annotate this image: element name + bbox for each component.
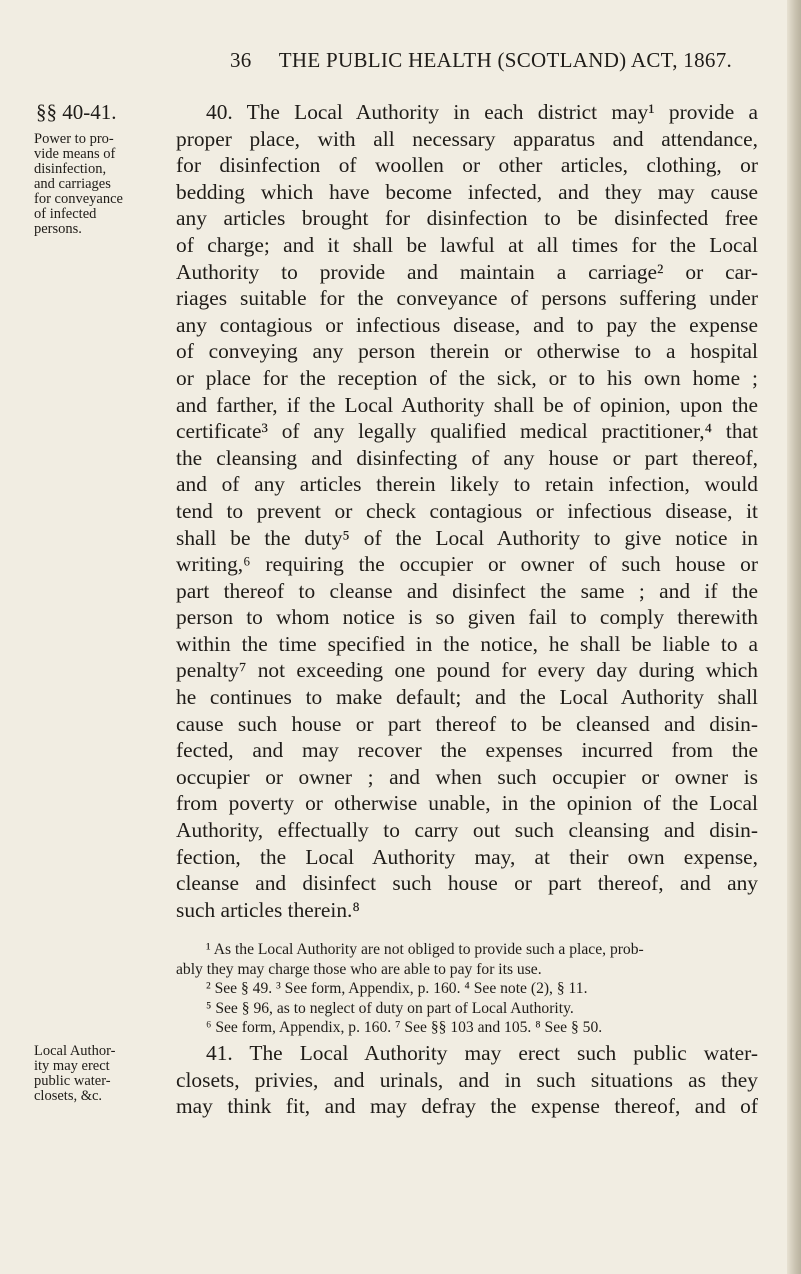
margin-note-line: ity may erect (34, 1058, 110, 1074)
text-line: 41. The Local Authority may erect such public water- (206, 1041, 758, 1065)
text-line: for disinfection of woollen or other articles, clothing, or (176, 153, 758, 178)
text-line: 40. The Local Authority in each district may¹ provide a (206, 100, 758, 124)
text-line: of charge; and it shall be lawful at all times for the Local (176, 232, 758, 257)
margin-note-line: public water- (34, 1073, 111, 1089)
text-line: part thereof to cleanse and disinfect the same ; and if the (176, 578, 758, 603)
text-line: the cleansing and disinfecting of any house or part thereof, (176, 445, 758, 470)
text-line: closets, privies, and urinals, and in such situations as they (176, 1067, 758, 1092)
margin-note-line: closets, &c. (34, 1088, 103, 1104)
text-line: and farther, if the Local Authority shall be of opinion, upon the (176, 392, 758, 417)
margin-note-line: disinfection, (34, 161, 107, 177)
margin-note-line: Power to pro- (34, 131, 114, 147)
text-line: certificate³ of any legally qualified medical practitioner,⁴ that (176, 419, 758, 444)
margin-note-line: for conveyance (34, 191, 123, 207)
margin-note-line: Local Author- (34, 1043, 116, 1059)
text-line: may think fit, and may defray the expense thereof, and of (176, 1094, 758, 1119)
text-line: writing,⁶ requiring the occupier or owner of such house or (176, 552, 758, 577)
text-line: within the time specified in the notice, he shall be liable to a (176, 631, 758, 656)
text-line: penalty⁷ not exceeding one pound for every day during which (176, 658, 758, 683)
margin-note-section-40 (34, 132, 152, 237)
text-line: any articles brought for disinfection to be disinfected free (176, 206, 758, 231)
section-40-text (176, 99, 758, 923)
footnote-line: ⁶ See form, Appendix, p. 160. ⁷ See §§ 103 and 105. ⁸ See § 50. (206, 1019, 603, 1036)
text-line: proper place, with all necessary apparatus and attendance, (176, 126, 758, 151)
text-line: such articles therein.⁸ (176, 897, 360, 922)
text-line: cleanse and disinfect such house or part thereof, and any (176, 871, 758, 896)
text-line: riages suitable for the conveyance of persons suffering under (176, 286, 758, 311)
text-line: and of any articles therein likely to retain infection, would (176, 472, 758, 497)
text-line: or place for the reception of the sick, or to his own home ; (176, 365, 758, 390)
text-line: tend to prevent or check contagious or infectious disease, it (176, 498, 758, 523)
footnotes (176, 940, 758, 1038)
page-edge (787, 0, 801, 1274)
margin-note-line: and carriages (34, 176, 111, 192)
text-line: he continues to make default; and the Local Authority shall (176, 685, 758, 710)
text-line: bedding which have become infected, and they may cause (176, 179, 758, 204)
text-line: from poverty or otherwise unable, in the opinion of the Local (176, 791, 758, 816)
footnote-line: ably they may charge those who are able to pay for its use. (176, 960, 542, 978)
text-line: fected, and may recover the expenses incurred from the (176, 738, 758, 763)
section-reference: §§ 40-41. (36, 100, 117, 124)
text-line: shall be the duty⁵ of the Local Authority to give notice in (176, 525, 758, 550)
running-header (230, 48, 733, 73)
text-line: any contagious or infectious disease, and to pay the expense (176, 312, 758, 337)
section-41-text (176, 1040, 758, 1120)
page-number: 36 (230, 48, 252, 72)
text-line: person to whom notice is so given fail to comply therewith (176, 605, 758, 630)
footnote-line: ⁵ See § 96, as to neglect of duty on part of Local Authority. (206, 999, 574, 1017)
running-title: THE PUBLIC HEALTH (SCOTLAND) ACT, 1867. (278, 48, 733, 72)
footnote-line: ² See § 49. ³ See form, Appendix, p. 160. ⁴ See note (2), § 11. (206, 980, 588, 997)
text-line: fection, the Local Authority may, at their own expense, (176, 844, 758, 869)
text-line: occupier or owner ; and when such occupier or owner is (176, 764, 758, 789)
margin-note-line: of infected (34, 206, 97, 222)
margin-note-line: vide means of (34, 146, 116, 162)
margin-note-section-41 (34, 1044, 152, 1104)
text-line: Authority, effectually to carry out such cleansing and disin- (176, 818, 758, 843)
margin-note-line: persons. (34, 221, 82, 237)
text-line: cause such house or part thereof to be cleansed and disin- (176, 711, 758, 736)
text-line: Authority to provide and maintain a carriage² or car- (176, 259, 758, 284)
text-line: of conveying any person therein or otherwise to a hospital (176, 339, 758, 364)
footnote-line: ¹ As the Local Authority are not obliged to provide such a place, prob- (206, 941, 644, 958)
